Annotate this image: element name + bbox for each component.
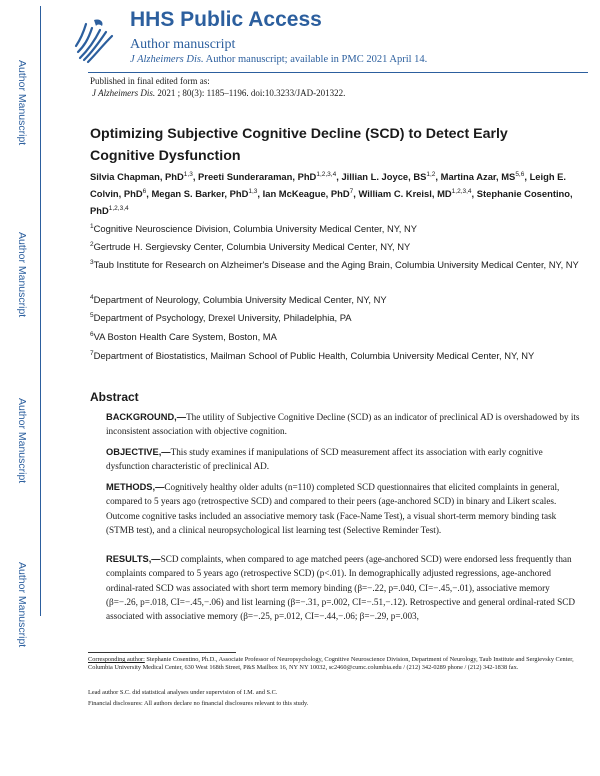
sidebar-rule xyxy=(40,6,41,616)
affiliation: $^7$Department of Biostatistics, Mailman School of Public Health, Columbia University Medical Center, NY, NY xyxy=(90,350,535,362)
author: William C. Kreisl, MD$^{1,2,3,4}$, xyxy=(358,188,477,200)
published-journal: J Alzheimers Dis. xyxy=(92,87,156,98)
header-availability: Author manuscript; available in PMC 2021 April 14. xyxy=(205,54,428,65)
published-citation xyxy=(90,88,345,100)
affiliation: $^3$Taub Institute for Research on Alzheimer's Disease and the Aging Brain, Columbia University Medical Center, NY, NY xyxy=(90,259,579,271)
header-rule xyxy=(88,72,588,73)
header-journal: J Alzheimers Dis. xyxy=(130,54,204,65)
abstract-heading: Abstract xyxy=(90,390,139,404)
header-title: HHS Public Access xyxy=(130,8,322,31)
published-citation-text: 2021 ; 80(3): 1185–1196. doi:10.3233/JAD-201322. xyxy=(157,87,346,98)
sidebar-label: Author Manuscript xyxy=(16,232,28,318)
author: Megan S. Barker, PhD$^{1,3}$, xyxy=(151,188,263,200)
affiliation: $^4$Department of Neurology, Columbia University Medical Center, NY, NY xyxy=(90,294,387,306)
footnote-corresponding: Corresponding author: Stephanie Cosentino, Ph.D., Associate Professor of Neuropsychology, Cognitive Neuroscience Division, Department of Neurology, Taub Institute and Sergievsky Center, Columbia University Medical Center, 630 West 168th Street, P&S Mailbox 16, NY NY 10032, sc2460@cumc.columbia.edu / (212) 342-0289 phone / (212) 342-1838 fax. xyxy=(88,656,574,672)
author: Preeti Sunderaraman, PhD$^{1,2,3,4}$, xyxy=(198,171,342,183)
header-citation xyxy=(130,54,427,65)
author: Martina Azar, MS$^{5,6}$, xyxy=(440,171,530,183)
abstract-background: BACKGROUND,—The utility of Subjective Cognitive Decline (SCD) as an indicator of preclinical AD is overshadowed by its inconsistent association with objective cognition. xyxy=(106,412,580,437)
author: Ian McKeague, PhD$^7$, xyxy=(262,188,359,200)
affiliation: $^2$Gertrude H. Sergievsky Center, Columbia University Medical Center, NY, NY xyxy=(90,241,411,253)
author-list xyxy=(90,167,580,218)
header-subtitle: Author manuscript xyxy=(130,37,236,52)
author: Stephanie Cosentino, PhD$^{1,2,3,4}$ xyxy=(90,188,573,217)
footnote-rule xyxy=(88,652,236,653)
author: Jillian L. Joyce, BS$^{1,2}$, xyxy=(341,171,441,183)
hhs-eagle-icon xyxy=(70,14,118,66)
affiliation: $^1$Cognitive Neuroscience Division, Columbia University Medical Center, NY, NY xyxy=(90,223,418,235)
affiliation: $^5$Department of Psychology, Drexel University, Philadelphia, PA xyxy=(90,312,352,324)
sidebar-label: Author Manuscript xyxy=(16,398,28,484)
footnote-disclosure: Financial disclosures: All authors declare no financial disclosures relevant to this study. xyxy=(88,700,309,707)
abstract-objective: OBJECTIVE,—This study examines if manipulations of SCD measurement affect its association with early cognitive dysfunction characteristic of preclinical AD. xyxy=(106,447,543,472)
abstract-results: RESULTS,—SCD complaints, when compared to age matched peers (age-anchored SCD) were endorsed less frequently than complaints compared to 5 years ago (retrospective SCD) (p<.01). In demographically adjusted regressions, age-anchored ordinal-rated SCD was associated with short term memory binding (β=−.22, p=.040, CI=−.45,−.01), associative memory (β=−.26, p=.018, CI=−.45,−.06) and list learning (β=−.31, p=.002, CI=−.51,−.12). Retrospective and general ordinal-rated SCD associated with associative memory (β=−.25, p=.012, CI=−.44,−.06; β=−.29, p=.003, xyxy=(106,554,576,622)
sidebar-label: Author Manuscript xyxy=(16,60,28,146)
published-block xyxy=(90,76,345,99)
footnote-lead-author: Lead author S.C. did statistical analyses under supervision of I.M. and S.C. xyxy=(88,689,278,696)
sidebar-label: Author Manuscript xyxy=(16,562,28,648)
author: Leigh E. Colvin, PhD$^6$, xyxy=(90,171,567,200)
abstract-methods: METHODS,—Cognitively healthy older adults (n=110) completed SCD questionnaires that elicited complaints in general, compared to 5 years ago (retrospective SCD) and compared to their peers (age-anchored SCD) in binary and Likert scales. Outcome cognitive tasks included an associative memory task (Face-Name Test), a visual short-term memory binding task (STMB test), and a clinical neuropsychological list learning test (Selective Reminder Test). xyxy=(106,482,560,535)
article-title: Optimizing Subjective Cognitive Decline (SCD) to Detect Early Cognitive Dysfunction xyxy=(90,126,508,164)
published-label: Published in final edited form as: xyxy=(90,76,210,86)
author: Silvia Chapman, PhD$^{1,3}$, xyxy=(90,171,199,183)
affiliation: $^6$VA Boston Health Care System, Boston, MA xyxy=(90,331,277,343)
